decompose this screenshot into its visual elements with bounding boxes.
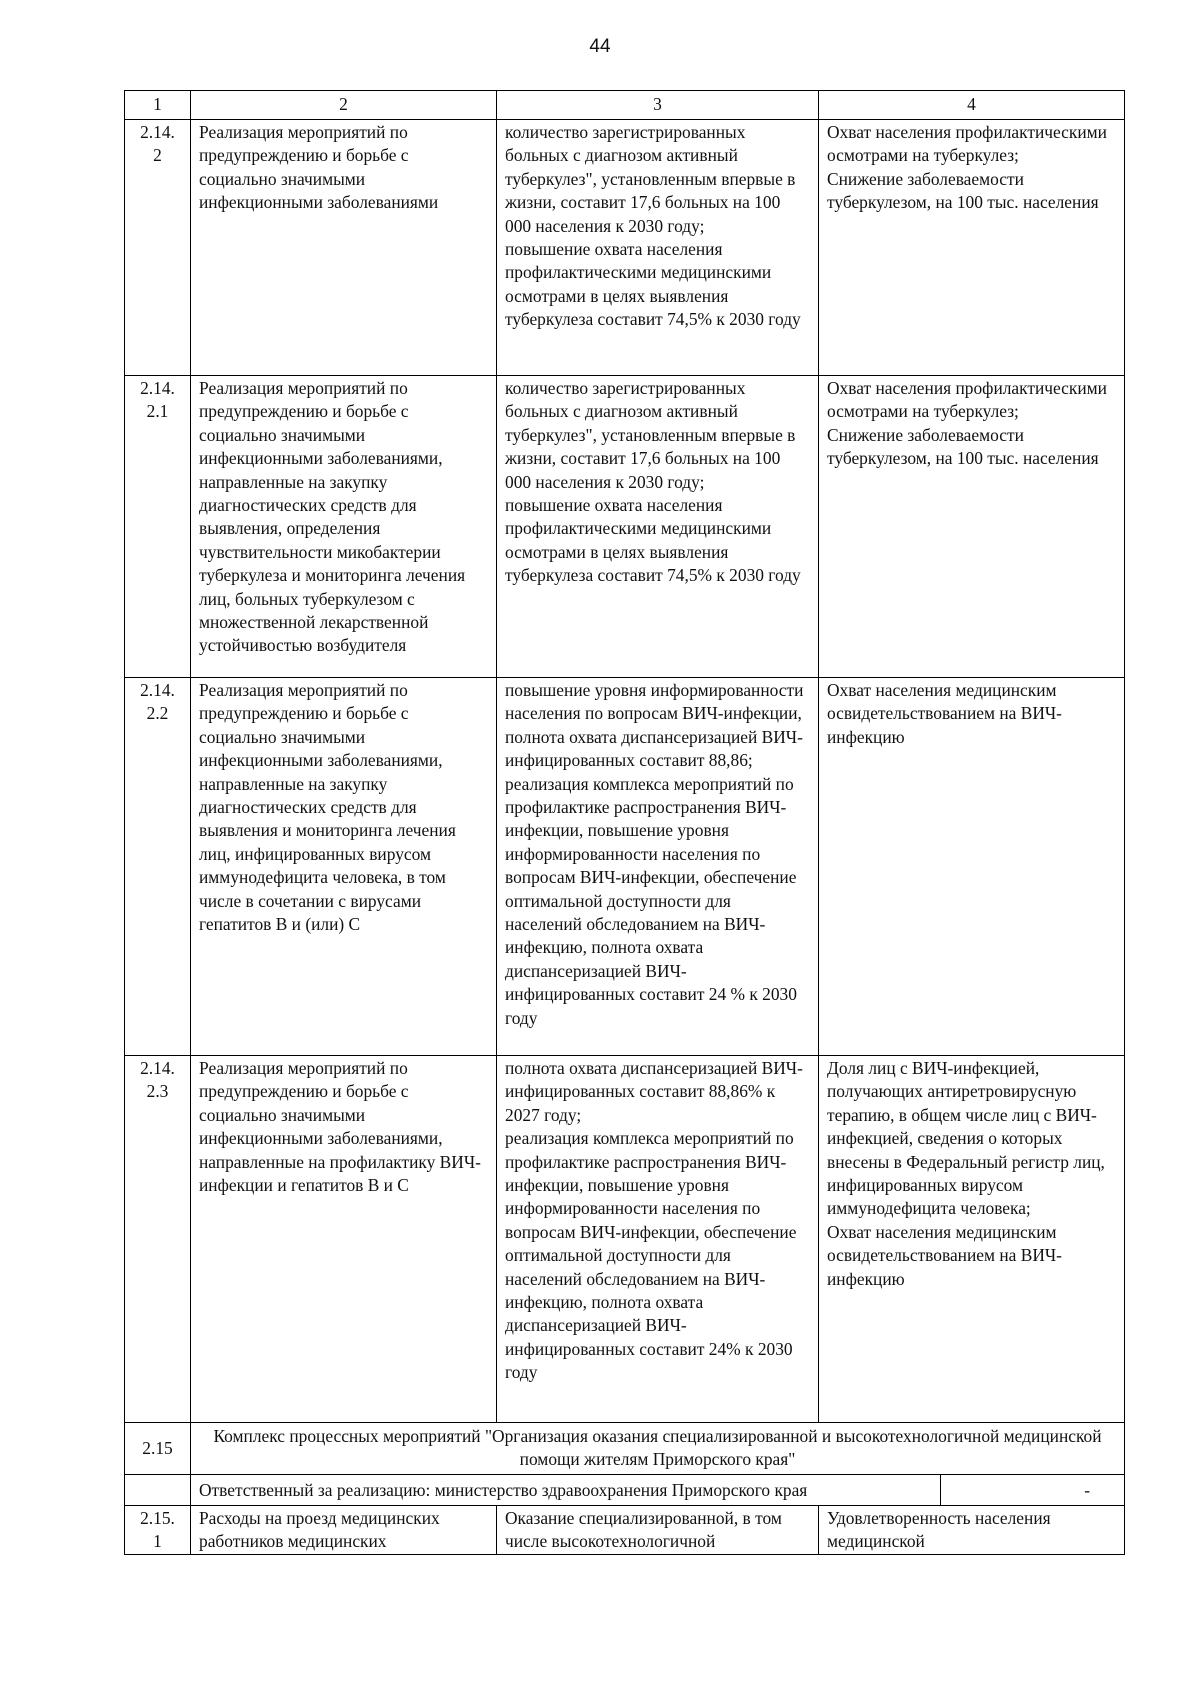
expected-result: Оказание специализированной, в том числе высокотехнологичной — [497, 1505, 819, 1554]
row-number: 2.14. 2 — [125, 120, 191, 376]
header-cell-3: 3 — [497, 91, 819, 120]
indicator: Охват населения медицинским освидетельствованием на ВИЧ-инфекцию — [819, 678, 1125, 1056]
indicator: Доля лиц с ВИЧ-инфекцией, получающих антиретровирусную терапию, в общем числе лиц с ВИЧ-инфекцией, сведения о которых внесены в Федеральный регистр лиц, инфицированных вирусом иммунодефицита человека; Охват населения медицинским освидетельствованием на ВИЧ-инфекцию — [819, 1056, 1125, 1423]
row-number: 2.14. 2.1 — [125, 376, 191, 678]
section-number: 2.15 — [125, 1423, 191, 1475]
header-cell-1: 1 — [125, 91, 191, 120]
indicator: Охват населения профилактическими осмотрами на туберкулез; Снижение заболеваемости туберкулезом, на 100 тыс. населения — [819, 376, 1125, 678]
expected-result: количество зарегистрированных больных с диагнозом активный туберкулез", установленным впервые в жизни, составит 17,6 больных на 100 000 населения к 2030 году; повышение охвата населения профилактическими медицинскими осмотрами в целях выявления туберкулеза составит 74,5% к 2030 году — [497, 376, 819, 678]
page-number: 44 — [589, 36, 611, 57]
measure-name: Расходы на проезд медицинских работников медицинских — [191, 1505, 497, 1554]
indicator: Удовлетворенность населения медицинской — [819, 1505, 1125, 1554]
measures-table — [124, 90, 1125, 1555]
row-number: 2.14. 2.2 — [125, 678, 191, 1056]
table-header-row — [125, 91, 1125, 120]
table-row — [125, 1505, 1125, 1554]
header-cell-4: 4 — [819, 91, 1125, 120]
section-title: Комплекс процессных мероприятий "Организация оказания специализированной и высокотехнологичной медицинской помощи жителям Приморского края" — [191, 1423, 1125, 1475]
table-row — [125, 376, 1125, 678]
table-row — [125, 678, 1125, 1056]
row-number: 2.14. 2.3 — [125, 1056, 191, 1423]
section-title-row — [125, 1423, 1125, 1475]
table-row — [125, 1056, 1125, 1423]
row-number: 2.15. 1 — [125, 1505, 191, 1554]
measure-name: Реализация мероприятий по предупреждению и борьбе с социально значимыми инфекционными заболеваниями, направленные на закупку диагностических средств для выявления и мониторинга лечения лиц, инфицированных вирусом иммунодефицита человека, в том числе в сочетании с вирусами гепатитов В и (или) С — [191, 678, 497, 1056]
expected-result: полнота охвата диспансеризацией ВИЧ-инфицированных составит 88,86% к 2027 году; реализация комплекса мероприятий по профилактике распространения ВИЧ-инфекции, повышение уровня информированности населения по вопросам ВИЧ-инфекции, обеспечение оптимальной доступности для населений обследованием на ВИЧ-инфекцию, полнота охвата диспансеризацией ВИЧ-инфицированных составит 24% к 2030 году — [497, 1056, 819, 1423]
expected-result: повышение уровня информированности населения по вопросам ВИЧ-инфекции, полнота охвата диспансеризацией ВИЧ-инфицированных составит 88,86; реализация комплекса мероприятий по профилактике распространения ВИЧ-инфекции, повышение уровня информированности населения по вопросам ВИЧ-инфекции, обеспечение оптимальной доступности для населений обследованием на ВИЧ-инфекцию, полнота охвата диспансеризацией ВИЧ-инфицированных составит 24 % к 2030 году — [497, 678, 819, 1056]
table-row — [125, 120, 1125, 376]
responsible-text: Ответственный за реализацию: министерство здравоохранения Приморского края — [191, 1474, 941, 1505]
measure-name: Реализация мероприятий по предупреждению и борьбе с социально значимыми инфекционными заболеваниями, направленные на закупку диагностических средств для выявления, определения чувствительности микобактерии туберкулеза и мониторинга лечения лиц, больных туберкулезом с множественной лекарственной устойчивостью возбудителя — [191, 376, 497, 678]
indicator: Охват населения профилактическими осмотрами на туберкулез; Снижение заболеваемости туберкулезом, на 100 тыс. населения — [819, 120, 1125, 376]
empty-cell — [125, 1474, 191, 1505]
measure-name: Реализация мероприятий по предупреждению и борьбе с социально значимыми инфекционными заболеваниями, направленные на профилактику ВИЧ-инфекции и гепатитов В и С — [191, 1056, 497, 1423]
expected-result: количество зарегистрированных больных с диагнозом активный туберкулез", установленным впервые в жизни, составит 17,6 больных на 100 000 населения к 2030 году; повышение охвата населения профилактическими медицинскими осмотрами в целях выявления туберкулеза составит 74,5% к 2030 году — [497, 120, 819, 376]
header-cell-2: 2 — [191, 91, 497, 120]
responsible-row — [125, 1474, 1125, 1505]
measure-name: Реализация мероприятий по предупреждению и борьбе с социально значимыми инфекционными заболеваниями — [191, 120, 497, 376]
responsible-value: - — [941, 1474, 1125, 1505]
